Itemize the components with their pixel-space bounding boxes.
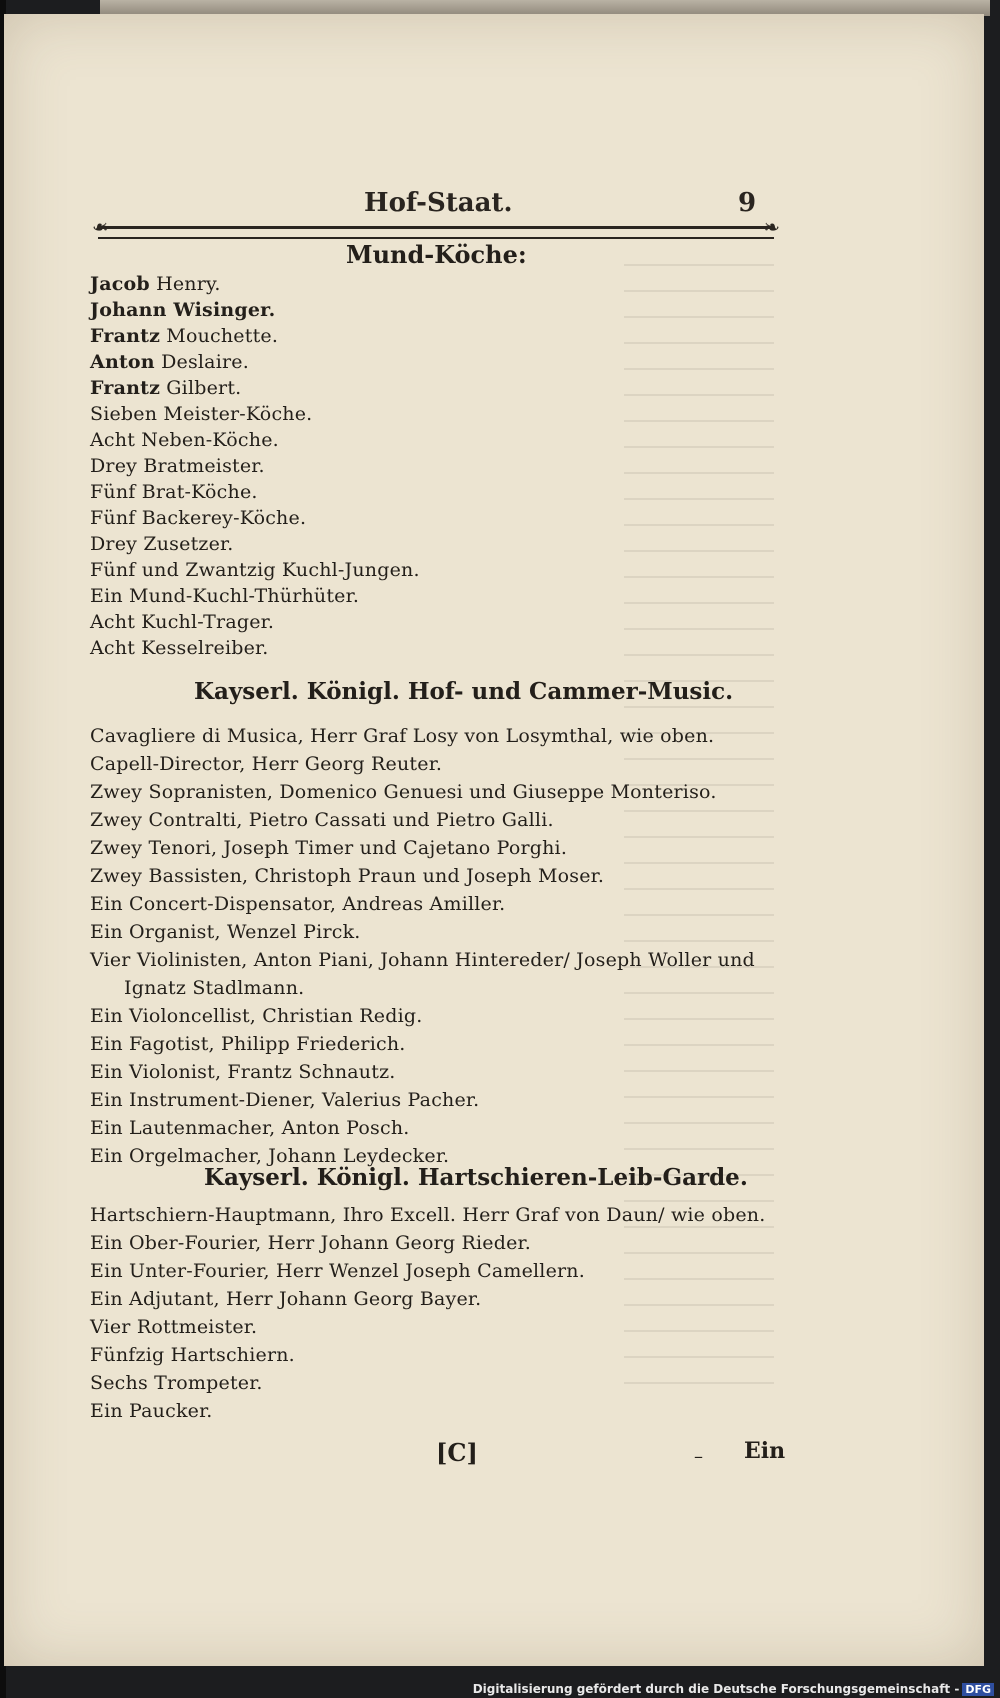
credit-text: Digitalisierung gefördert durch die Deutsche Forschungsgemeinschaft - [472, 1682, 960, 1696]
list-item: Ein Violonist, Frantz Schnautz. [90, 1061, 396, 1083]
list-item: Jacob Henry. [90, 273, 221, 295]
digitization-credit [473, 1682, 994, 1696]
list-item: Ein Ober-Fourier, Herr Johann Georg Rieder. [90, 1232, 531, 1254]
list-item: Acht Kesselreiber. [90, 637, 269, 659]
dfg-logo-badge: DFG [962, 1683, 994, 1696]
list-item: Ein Instrument-Diener, Valerius Pacher. [90, 1089, 480, 1111]
list-item: Ein Violoncellist, Christian Redig. [90, 1005, 423, 1027]
ornamental-rule [98, 226, 774, 239]
section-title-hof-musik: Kayserl. Königl. Hof- und Cammer-Music. [194, 678, 734, 705]
list-item: Zwey Bassisten, Christoph Praun und Joseph Moser. [90, 865, 605, 887]
footer-dash: – [694, 1446, 703, 1467]
book-page [4, 14, 984, 1666]
list-item: Ein Lautenmacher, Anton Posch. [90, 1117, 410, 1139]
list-item: Vier Violinisten, Anton Piani, Johann Hintereder/ Joseph Woller und [90, 949, 755, 971]
list-item: Ein Organist, Wenzel Pirck. [90, 921, 361, 943]
list-item: Zwey Sopranisten, Domenico Genuesi und Giuseppe Monteriso. [90, 781, 717, 803]
list-item: Frantz Mouchette. [90, 325, 279, 347]
list-item-continuation: Ignatz Stadlmann. [124, 977, 305, 999]
list-item: Ein Concert-Dispensator, Andreas Amiller. [90, 893, 506, 915]
list-item: Fünf Brat-Köche. [90, 481, 258, 503]
page-number: 9 [738, 188, 757, 218]
section-title-mund-koeche: Mund-Köche: [346, 240, 527, 269]
list-item: Drey Bratmeister. [90, 455, 265, 477]
list-item: Fünf und Zwantzig Kuchl-Jungen. [90, 559, 420, 581]
list-item: Acht Neben-Köche. [90, 429, 279, 451]
list-item: Cavagliere di Musica, Herr Graf Losy von Losymthal, wie oben. [90, 725, 715, 747]
list-item: Ein Adjutant, Herr Johann Georg Bayer. [90, 1288, 482, 1310]
list-item: Frantz Gilbert. [90, 377, 242, 399]
page-header [4, 182, 984, 222]
list-item: Ein Fagotist, Philipp Friederich. [90, 1033, 406, 1055]
list-item: Fünf Backerey-Köche. [90, 507, 307, 529]
list-item: Capell-Director, Herr Georg Reuter. [90, 753, 443, 775]
list-item: Vier Rottmeister. [90, 1316, 258, 1338]
list-item: Ein Mund-Kuchl-Thürhüter. [90, 585, 360, 607]
list-item: Acht Kuchl-Trager. [90, 611, 275, 633]
section-title-hartschieren: Kayserl. Königl. Hartschieren-Leib-Garde. [204, 1164, 748, 1191]
list-item: Johann Wisinger. [90, 299, 276, 321]
list-item: Sieben Meister-Köche. [90, 403, 313, 425]
list-item: Hartschiern-Hauptmann, Ihro Excell. Herr Graf von Daun/ wie oben. [90, 1204, 766, 1226]
list-item: Ein Paucker. [90, 1400, 213, 1422]
list-item: Ein Unter-Fourier, Herr Wenzel Joseph Camellern. [90, 1260, 585, 1282]
list-item: Zwey Contralti, Pietro Cassati und Pietro Galli. [90, 809, 554, 831]
list-item: Drey Zusetzer. [90, 533, 234, 555]
catchword: Ein [744, 1438, 786, 1464]
list-item: Sechs Trompeter. [90, 1372, 263, 1394]
list-item: Fünfzig Hartschiern. [90, 1344, 295, 1366]
list-item: Anton Deslaire. [90, 351, 249, 373]
signature-mark: [C] [436, 1438, 478, 1467]
running-title: Hof-Staat. [364, 188, 513, 218]
list-item: Zwey Tenori, Joseph Timer und Cajetano Porghi. [90, 837, 568, 859]
list-item: Ein Orgelmacher, Johann Leydecker. [90, 1145, 450, 1167]
